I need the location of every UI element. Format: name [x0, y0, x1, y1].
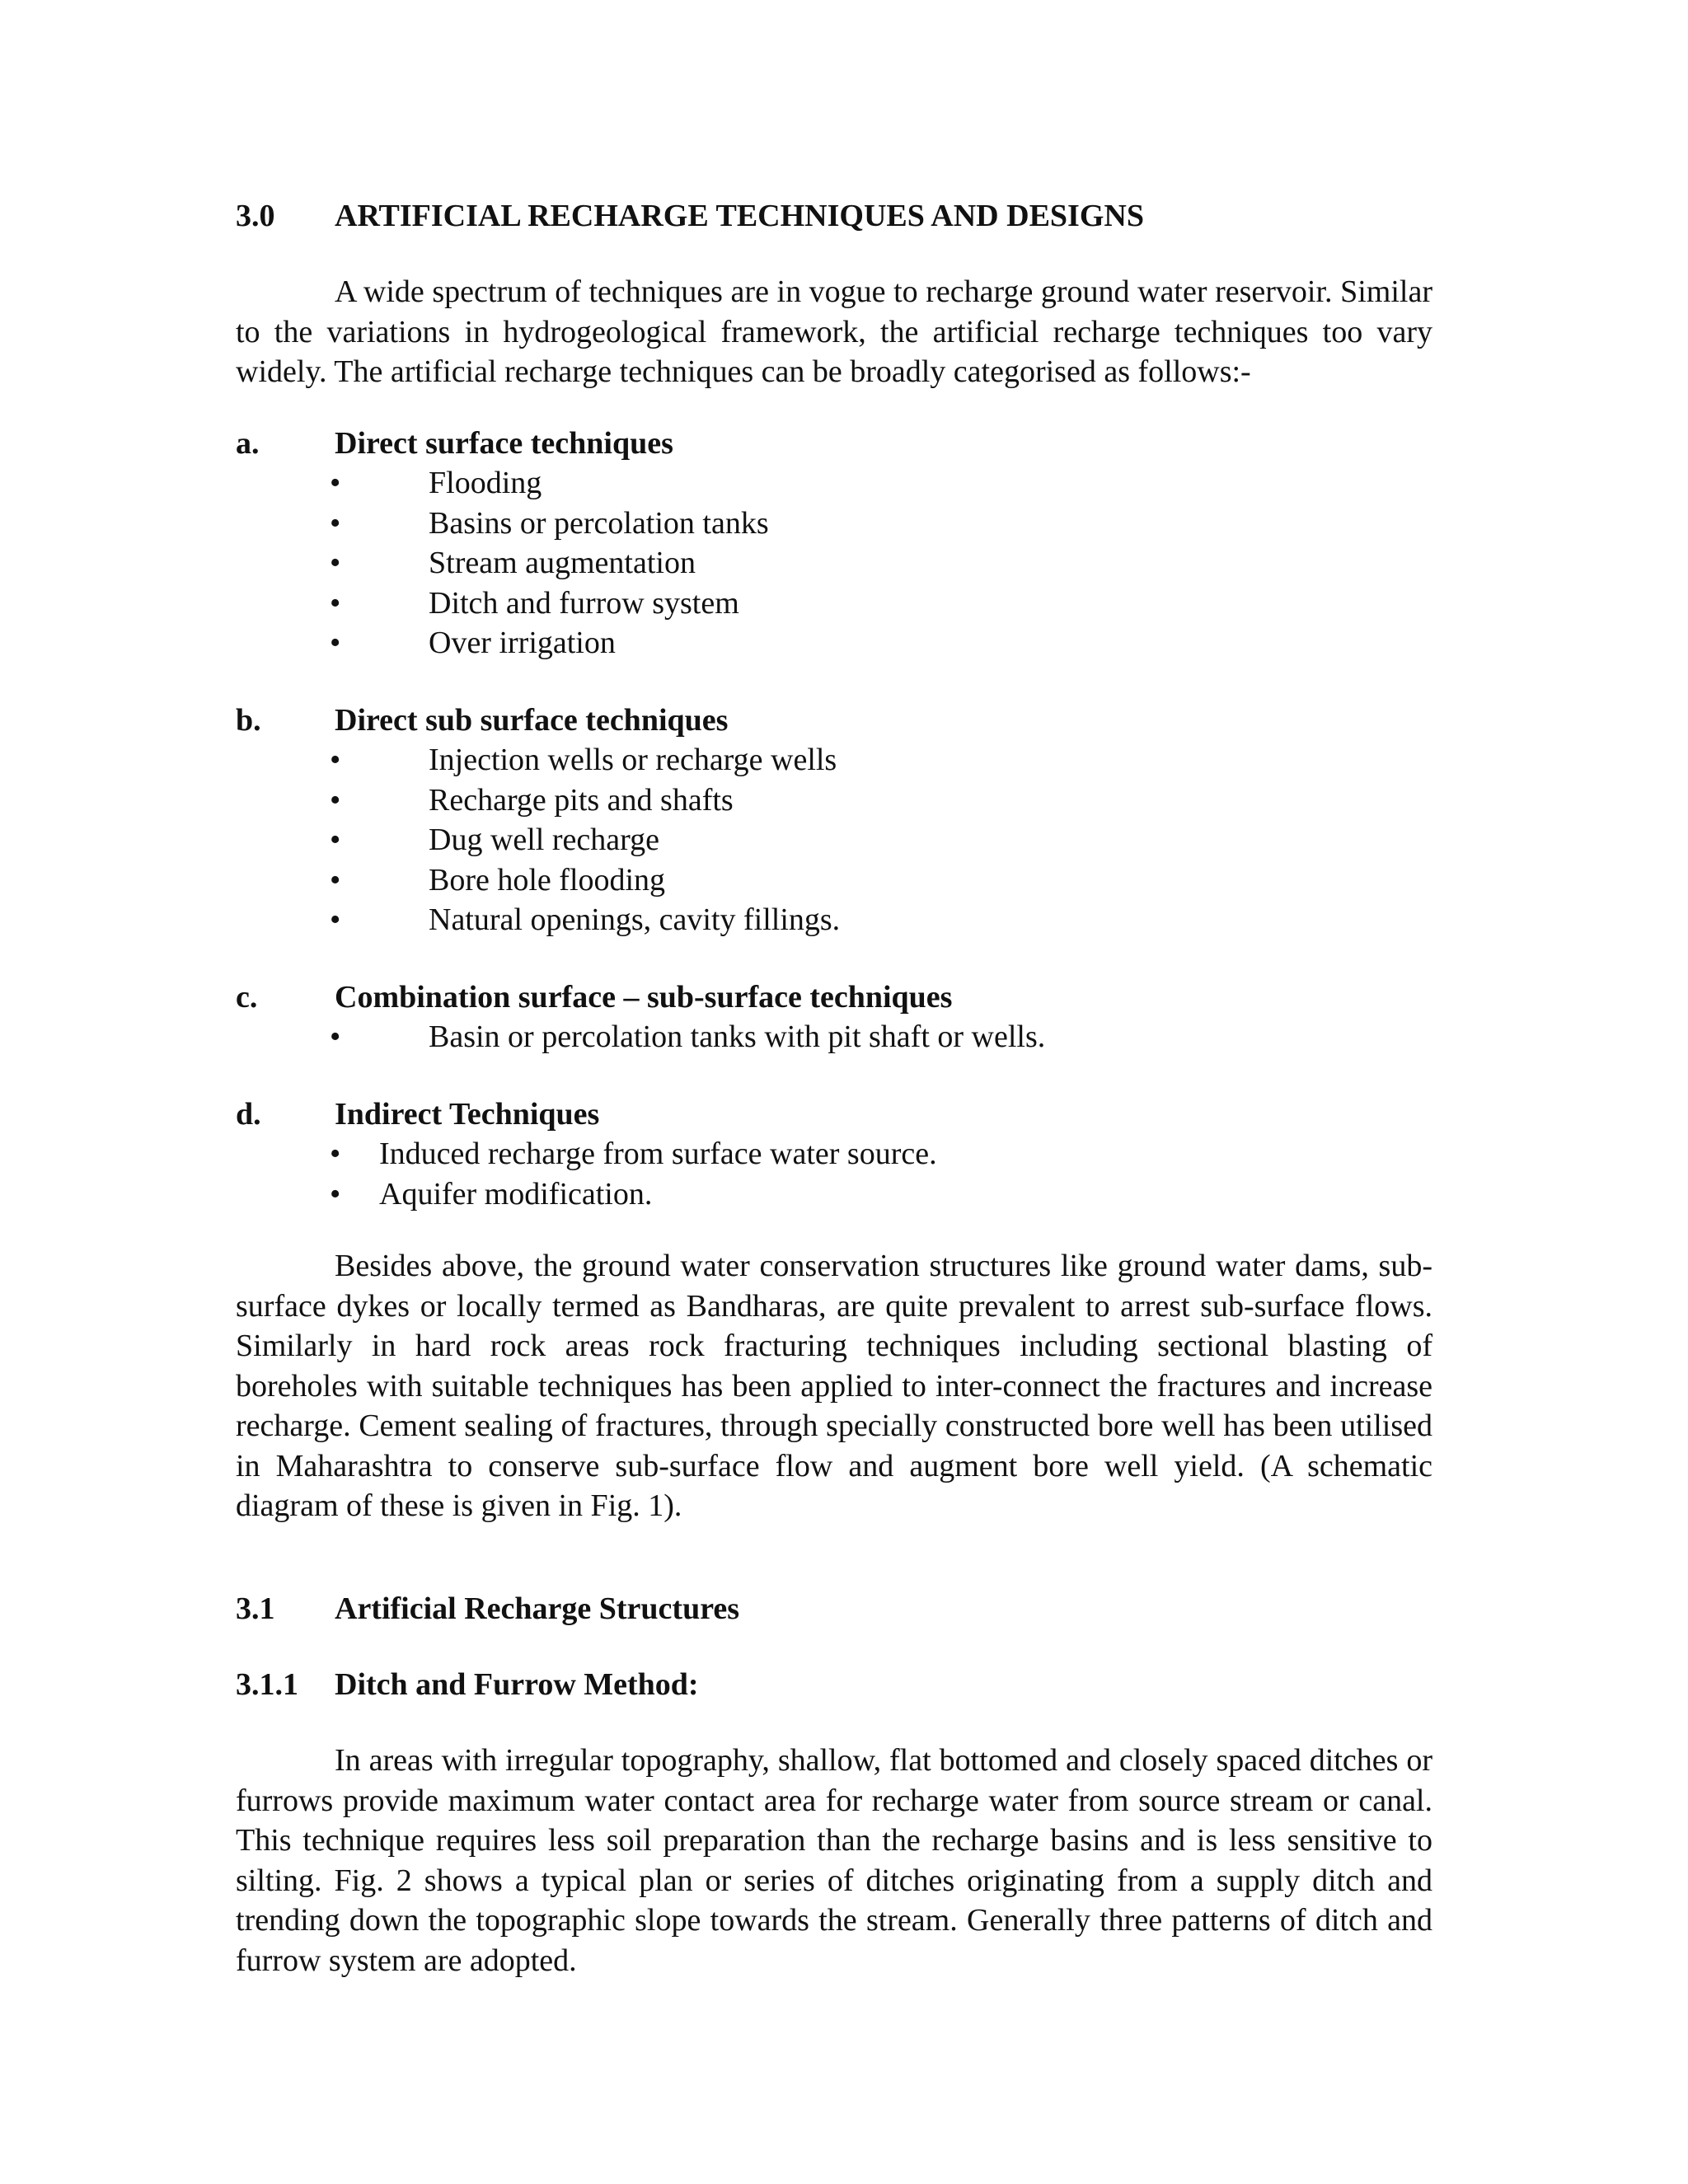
bullet-icon: •: [330, 466, 341, 500]
section-heading-3-0: [236, 196, 1144, 237]
category-c-label: [236, 977, 952, 1018]
section-number: 3.1.1: [236, 1667, 298, 1702]
category-title: Combination surface – sub-surface techniques: [335, 980, 953, 1015]
bullet-icon: •: [330, 1137, 341, 1171]
bullet-icon: •: [330, 902, 341, 937]
section-title: Ditch and Furrow Method:: [335, 1667, 699, 1702]
category-a-label: [236, 424, 673, 464]
category-letter: c.: [236, 980, 258, 1015]
bullet-icon: •: [330, 782, 341, 818]
category-title: Direct sub surface techniques: [335, 703, 729, 738]
bullet-icon: •: [330, 1176, 341, 1212]
bullet-icon: •: [330, 823, 341, 857]
section-number: 3.1: [236, 1591, 275, 1626]
bullet-icon: •: [330, 505, 341, 541]
section-title: ARTIFICIAL RECHARGE TECHNIQUES AND DESIGNS: [335, 199, 1144, 233]
category-b-label: [236, 701, 728, 741]
section-title: Artificial Recharge Structures: [335, 1591, 740, 1626]
category-d-label: [236, 1094, 599, 1135]
bullet-icon: •: [330, 626, 341, 660]
section-number: 3.0: [236, 199, 275, 233]
bullet-icon: •: [330, 585, 341, 621]
bullet-icon: •: [330, 546, 341, 580]
section-heading-3-1: [236, 1589, 739, 1629]
section-heading-3-1-1: [236, 1665, 699, 1705]
category-letter: d.: [236, 1097, 261, 1132]
ditch-furrow-paragraph: In areas with irregular topography, shallow, flat bottomed and closely spaced ditches or furrows provide maximum water contact area for recharge water from source stream or canal. This technique requires less soil preparation than the recharge basins and is less sensitive to silting. Fig. 2 shows a typical plan or series of ditches originating from a supply ditch and trending down the topographic slope towards the stream. Generally three patterns of ditch and furrow system are adopted.: [236, 1743, 1432, 1978]
bullet-icon: •: [330, 1019, 341, 1054]
category-letter: b.: [236, 703, 261, 738]
category-title: Indirect Techniques: [335, 1097, 600, 1132]
bullet-icon: •: [330, 743, 341, 777]
besides-paragraph: Besides above, the ground water conservation structures like ground water dams, sub-surface dykes or locally termed as Bandharas, are quite prevalent to arrest sub-surface flows. Similarly in hard rock areas rock fracturing techniques including sectional blasting of boreholes with suitable techniques has been applied to inter-connect the fractures and increase recharge. Cement sealing of fractures, through specially constructed bore well has been utilised in Maharashtra to conserve sub-surface flow and augment bore well yield. (A schematic diagram of these is given in Fig. 1).: [236, 1249, 1432, 1523]
bullet-icon: •: [330, 862, 341, 898]
intro-paragraph: A wide spectrum of techniques are in vogue to recharge ground water reservoir. Similar to the variations in hydrogeological framework, the artificial recharge techniques too vary widely. The artificial recharge techniques can be broadly categorised as follows:-: [236, 274, 1432, 389]
category-letter: a.: [236, 426, 260, 461]
category-title: Direct surface techniques: [335, 426, 673, 461]
document-page: 3.0 ARTIFICIAL RECHARGE TECHNIQUES AND DESIGNS A wide spectrum of techniques are in vogue to recharge ground water reservoir. Similar to the variations in hydrogeological framework, the artificial recharge techniques too vary widely. The artificial recharge techniques can be broadly categorised as follows:- a. Direct surface techniques • Flooding • Basins or percolation tanks • Stream augmentation • Ditch and furrow system • Over irrigation b. Direct sub surface techniques • Injection wells or recharge wells • Recharge pits and shafts • Dug well recharge • Bore hole flooding • Natural openings, cavity fillings. c. Combination surface – sub-surface techniques • Basin or percolation tanks with pit shaft or wells. d. Indirect Techniques • Induced recharge from surface water source. • Aquifer modification. Besides above, the ground water conservation structures like ground water dams, sub-surface dykes or locally termed as Bandharas, are quite prevalent to arrest sub-surface flows. Similarly in hard rock areas rock fracturing techniques including sectional blasting of boreholes with suitable techniques has been applied to inter-connect the fractures and increase recharge. Cement sealing of fractures, through specially constructed bore well has been utilised in Maharashtra to conserve sub-surface flow and augment bore well yield. (A schematic diagram of these is given in Fig. 1). 3.1 Artificial Recharge Structures 3.1.1 Ditch and Furrow Method: In areas with irregular topography, shallow, flat bottomed and closely spaced ditches or furrows provide maximum water contact area for recharge water from source stream or canal. This technique requires less soil preparation than the recharge basins and is less sensitive to silting. Fig. 2 shows a typical plan or series of ditches originating from a supply ditch and trending down the topographic slope towards the stream. Generally three patterns of ditch and furrow system are adopted.: [0, 0, 1688, 2184]
